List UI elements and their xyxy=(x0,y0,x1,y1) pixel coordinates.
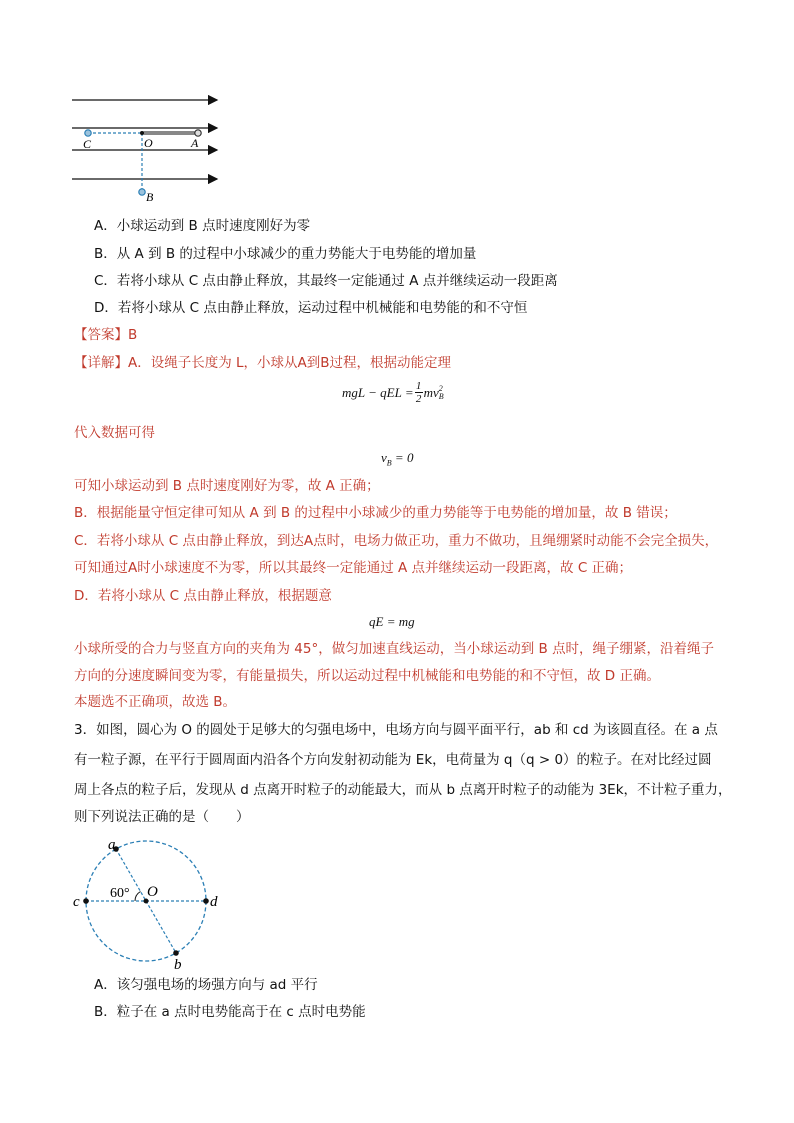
detail-d: D．若将小球从 C 点由静止释放，根据题意 xyxy=(74,588,332,604)
q3-line3: 周上各点的粒子后，发现从 d 点离开时粒子的动能最大，而从 b 点离开时粒子的动能为 3Ek，不计粒子重力， xyxy=(74,782,732,798)
point-o xyxy=(140,131,144,135)
q3-line2: 有一粒子源，在平行于圆周面内沿各个方向发射初动能为 Ek，电荷量为 q（q > 0）的粒子。在对比经过圆 xyxy=(74,752,712,768)
eq1-sup: 2 xyxy=(438,383,443,393)
eq1-script xyxy=(439,385,444,401)
equation-2 xyxy=(381,450,413,468)
detail-intro-line xyxy=(74,352,451,374)
eq1-frac-num: 1 xyxy=(415,380,422,392)
eq2-v: v xyxy=(381,450,387,465)
label-b: b xyxy=(174,957,182,973)
option-q2-d: D．若将小球从 C 点由静止释放，运动过程中机械能和电势能的和不守恒 xyxy=(94,300,528,316)
point-d xyxy=(203,898,209,904)
option-q3-a: A．该匀强电场的场强方向与 ad 平行 xyxy=(94,977,318,993)
eq1-frac-den: 2 xyxy=(415,393,422,405)
detail-c1: C．若将小球从 C 点由静止释放，到达A点时，电场力做正功，重力不做功，且绳绷紧时动能不会完全损失， xyxy=(74,533,719,549)
answer-line xyxy=(74,324,137,346)
q3-line4: 则下列说法正确的是（ ） xyxy=(74,809,250,825)
option-q2-a: A．小球运动到 B 点时速度刚好为零 xyxy=(94,218,311,234)
eq1-left: mgL − qEL = xyxy=(342,384,414,400)
angle-arc xyxy=(135,892,141,902)
point-c xyxy=(83,898,89,904)
answer-value: B xyxy=(128,327,138,343)
option-q2-c: C．若将小球从 C 点由静止释放，其最终一定能通过 A 点并继续运动一段距离 xyxy=(94,273,558,289)
detail-intro: A．设绳子长度为 L，小球从A到B过程，根据动能定理 xyxy=(128,355,452,371)
eq1-right: mv xyxy=(423,384,439,400)
detail-a-conclusion: 可知小球运动到 B 点时速度刚好为零，故 A 正确； xyxy=(74,478,380,494)
detail-final: 本题选不正确项，故选 B。 xyxy=(74,694,237,710)
label-o: O xyxy=(147,884,158,900)
label-d: d xyxy=(210,894,218,910)
figure-field-lines xyxy=(60,88,230,203)
answer-tag: 【答案】 xyxy=(74,327,128,343)
label-o: O xyxy=(144,136,153,150)
detail-b: B．根据能量守恒定律可知从 A 到 B 的过程中小球减少的重力势能等于电势能的增加量，故 B 错误； xyxy=(74,505,677,521)
detail-d3: 方向的分速度瞬间变为零，有能量损失，所以运动过程中机械能和电势能的和不守恒，故 D 正确。 xyxy=(74,668,660,684)
option-q2-b: B．从 A 到 B 的过程中小球减少的重力势能大于电势能的增加量 xyxy=(94,246,477,262)
detail-tag: 【详解】 xyxy=(74,355,128,371)
detail-d2: 小球所受的合力与竖直方向的夹角为 45°，做匀加速直线运动，当小球运动到 B 点时，绳子绷紧，沿着绳子 xyxy=(74,641,715,657)
eq1-fraction xyxy=(415,380,423,405)
equation-3: qE = mg xyxy=(369,614,415,629)
point-b xyxy=(139,189,145,195)
eq2-rest: = 0 xyxy=(391,450,414,465)
eq1-sub: B xyxy=(438,391,444,401)
label-c: C xyxy=(83,137,92,151)
label-b: B xyxy=(146,190,154,203)
label-a: a xyxy=(108,838,116,853)
figure-circle xyxy=(70,838,230,973)
q3-line1: 3．如图，圆心为 O 的圆处于足够大的匀强电场中，电场方向与圆平面平行，ab 和 cd 为该圆直径。在 a 点 xyxy=(74,722,718,738)
point-b xyxy=(173,950,179,956)
option-q3-b: B．粒子在 a 点时电势能高于在 c 点时电势能 xyxy=(94,1004,366,1020)
eq2-sub: B xyxy=(386,458,392,468)
angle-label: 60° xyxy=(110,886,130,901)
label-c: c xyxy=(73,894,80,910)
equation-1 xyxy=(342,380,444,405)
detail-c2: 可知通过A时小球速度不为零，所以其最终一定能通过 A 点并继续运动一段距离，故 C 正确； xyxy=(74,560,633,576)
detail-substitute: 代入数据可得 xyxy=(74,425,155,441)
point-c xyxy=(85,130,91,136)
label-a: A xyxy=(191,136,199,150)
rope-oa xyxy=(142,132,197,134)
